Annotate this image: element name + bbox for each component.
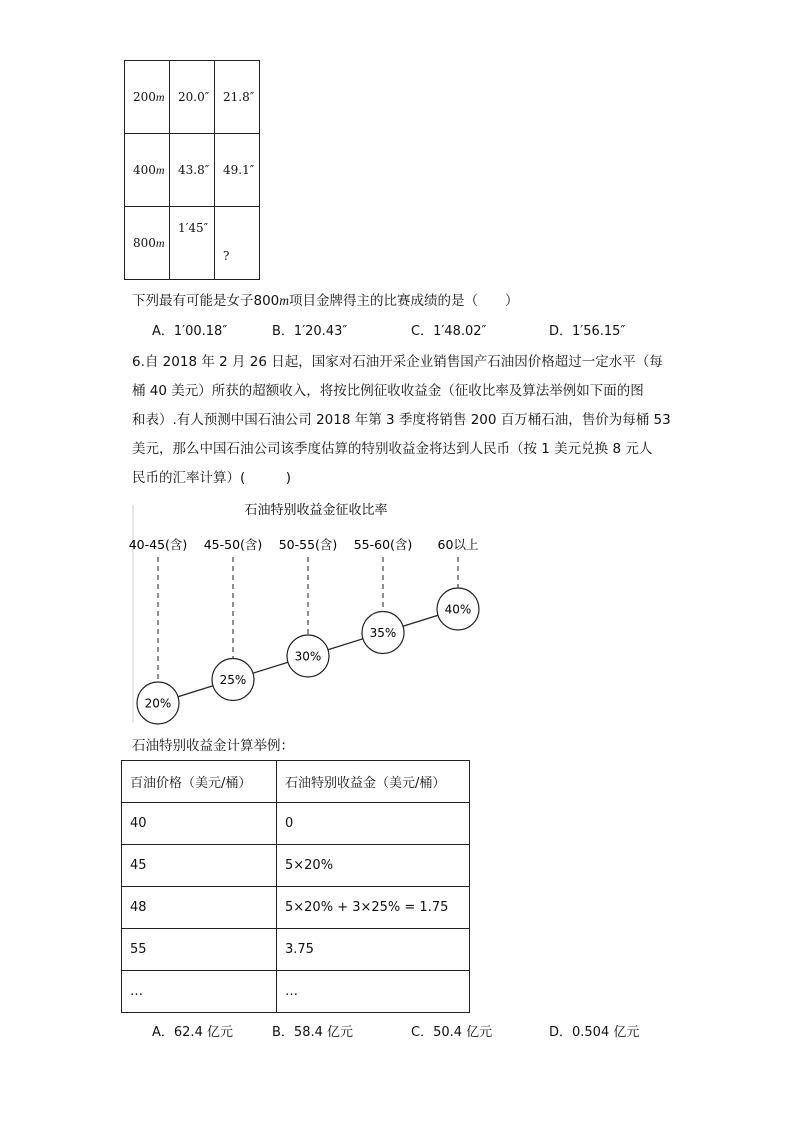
price-cell: … [122,971,277,1013]
record-cell: 20.0″ [170,61,215,134]
example-table [121,760,470,1013]
question6-line: 6.自 2018 年 2 月 26 日起，国家对石油开采企业销售国产石油因价格超过一定水平（每 [132,354,663,370]
event-cell: 800m [125,207,170,280]
price-cell: 48 [122,887,277,929]
table-row [125,134,260,207]
option-d[interactable]: D．0.504 亿元 [549,1025,640,1040]
table-row [122,887,470,929]
unknown-cell: ? [215,207,260,280]
question6-line: 民币的汇率计算）( ) [132,470,292,486]
event-cell: 200m [125,61,170,134]
category-label: 40-45(含) [128,537,188,552]
table-header-row [122,761,470,803]
table-row [122,971,470,1013]
levy-cell: 0 [277,803,470,845]
option-b[interactable]: B．58.4 亿元 [272,1025,353,1040]
levy-cell: 5×20% + 3×25% = 1.75 [277,887,470,929]
question6-line: 美元，那么中国石油公司该季度估算的特别收益金将达到人民币（按 1 美元兑换 8 元人 [132,441,653,457]
levy-rate-chart [0,495,794,730]
option-c[interactable]: C．1′48.02″ [411,324,487,339]
option-a[interactable]: A．1′00.18″ [152,324,228,339]
levy-cell: 3.75 [277,929,470,971]
table-row [125,61,260,134]
record-cell: 43.8″ [170,134,215,207]
question6-line: 桶 40 美元）所获的超额收入，将按比例征收收益金（征收比率及算法举例如下面的图 [132,383,644,399]
data-label: 40% [444,602,472,617]
records-table [124,60,260,280]
data-label: 35% [369,626,397,640]
price-cell: 55 [122,929,277,971]
category-label: 60以上 [437,537,479,552]
chart-title: 石油特别收益金征收比率 [244,503,388,518]
table-row [122,803,470,845]
data-label: 30% [294,649,322,664]
question6-line: 和表）.有人预测中国石油公司 2018 年第 3 季度将销售 200 百万桶石油，售价为每桶 53 [132,412,671,428]
column-header: 石油特别收益金（美元/桶） [277,761,470,803]
option-a[interactable]: A．62.4 亿元 [152,1025,233,1040]
question5-stem: 下列最有可能是女子800m项目金牌得主的比赛成绩的是（ ） [132,293,519,309]
record-cell: 21.8″ [215,61,260,134]
data-label: 25% [219,673,247,687]
example-heading: 石油特别收益金计算举例： [132,738,294,754]
event-cell: 400m [125,134,170,207]
category-label: 45-50(含) [203,537,263,552]
levy-cell: 5×20% [277,845,470,887]
category-label: 50-55(含) [278,537,338,552]
option-b[interactable]: B．1′20.43″ [272,324,348,339]
table-row [125,207,260,280]
option-d[interactable]: D．1′56.15″ [549,324,626,339]
record-cell: 1′45″ [170,207,215,280]
table-row [122,845,470,887]
price-cell: 40 [122,803,277,845]
column-header: 百油价格（美元/桶） [122,761,277,803]
option-c[interactable]: C．50.4 亿元 [411,1025,493,1040]
price-cell: 45 [122,845,277,887]
data-label: 20% [144,696,172,711]
category-label: 55-60(含) [353,537,413,552]
levy-cell: … [277,971,470,1013]
table-row [122,929,470,971]
record-cell: 49.1″ [215,134,260,207]
